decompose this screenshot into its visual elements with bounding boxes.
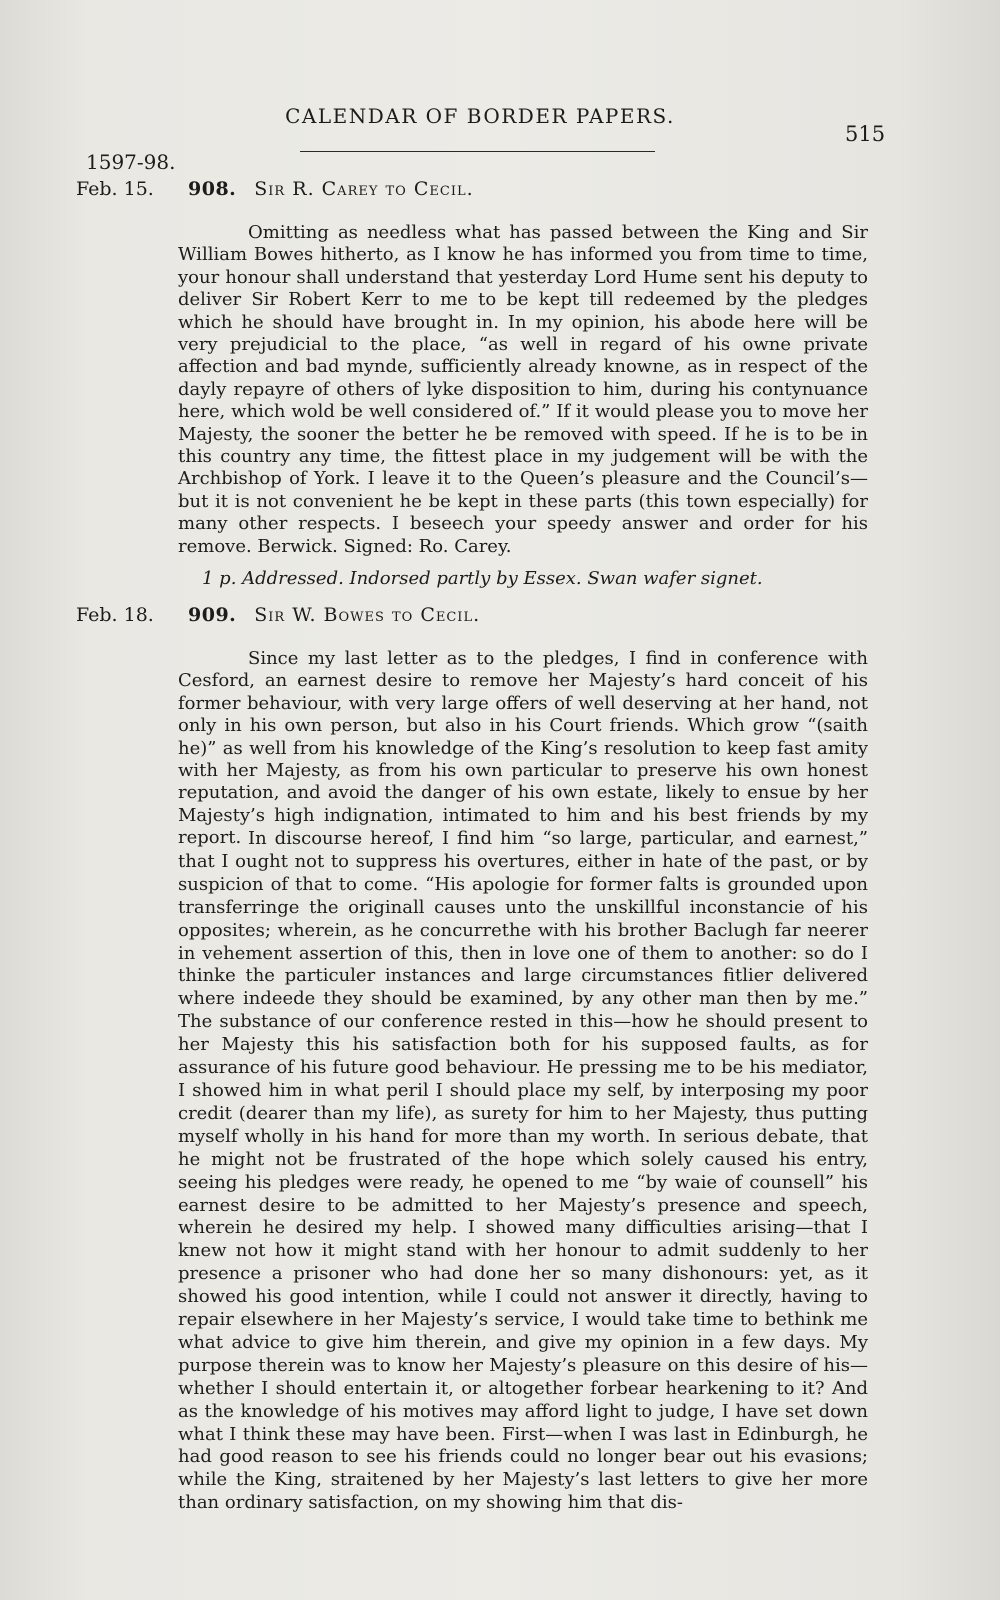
- entry-title: Sir R. Carey to Cecil.: [254, 178, 474, 200]
- entry-number: 909.: [188, 604, 237, 626]
- letter-paragraph: In discourse hereof, I find him “so large, particular, and earnest,” that I ought not to suppress his overtures, either in hate of the past, or by suspicion of that to come. “His apologie for former falts is grounded upon transferringe the originall causes unto the unskillful inconstancie of his opposites; wherein, as he concurrethe with his brother Baclugh far neerer in vehement assertion of this, then in love one of them to another: so do I thinke the particuler instances and large circumstances fitlier delivered where indeede they should be examined, by any other man then by me.” The substance of our conference rested in this—how he should present to her Majesty this his satisfaction both for his supposed faults, as for assurance of his future good behaviour. He pressing me to be his mediator, I showed him in what peril I should place my self, by interposing my poor credit (dearer than my life), as surety for him to her Majesty, thus putting myself wholly in his hand for more than my worth. In serious debate, that he might not be frustrated of the hope which solely caused his entry, seeing his pledges were ready, he opened to me “by waie of counsell” his earnest desire to be admitted to her Majesty’s presence and speech, wherein he desired my help. I showed many difficulties arising—that I knew not how it might stand with her honour to admit suddenly to her presence a prisoner who had done her so many dishonours: yet, as it showed his good intention, while I could not answer it directly, having to repair elsewhere in her Majesty’s service, I would take time to bethink me what advice to give him therein, and give my opinion in a few days. My purpose therein was to know her Majesty’s pleasure on this desire of his—whether I should entertain it, or altogether forbear hearkening to it? And as the knowledge of his motives may afford light to judge, I have set down what I think these may have been. First—when I was last in Edinburgh, he had good reason to see his friends could no longer bear out his evasions; while the King, straitened by her Majesty’s last letters to give her more than ordinary satisfaction, on my showing him that dis-: [178, 828, 868, 1514]
- running-title: CALENDAR OF BORDER PAPERS.: [285, 104, 675, 128]
- letter-paragraph: Omitting as needless what has passed between the King and Sir William Bowes hitherto, as I know he has informed you from time to time, your honour shall understand that yesterday Lord Hume sent his deputy to deliver Sir Robert Kerr to me to be kept till redeemed by the pledges which he should have brought in. In my opinion, his abode here will be very prejudicial to the place, “as well in regard of his owne private affection and bad mynde, sufficiently already knowne, as in respect of the dayly repayre of others of lyke disposition to him, during his contynuance here, which wold be well considered of.” If it would please you to move her Majesty, the sooner the better he be removed with speed. If he is to be in this country any time, the fittest place in my judgement will be with the Archbishop of York. I leave it to the Queen’s pleasure and the Council’s—but it is not convenient he be kept in these parts (this town especially) for many other respects. I beseech your speedy answer and order for his remove. Berwick. Signed: Ro. Carey.: [178, 222, 868, 557]
- endorsement-note: 1 p. Addressed. Indorsed partly by Essex. Swan wafer signet.: [202, 568, 763, 589]
- year-label: 1597-98.: [86, 150, 176, 174]
- entry-heading: [188, 178, 474, 200]
- page-number: 515: [845, 122, 886, 146]
- entry-heading: [188, 604, 480, 626]
- entry-number: 908.: [188, 178, 237, 200]
- header-rule: [300, 151, 655, 152]
- entry-date: Feb. 15.: [76, 178, 154, 200]
- letter-paragraph: Since my last letter as to the pledges, I find in conference with Cesford, an earnest desire to remove her Majesty’s hard conceit of his former behaviour, with very large offers of well deserving at her hand, not only in his own person, but also in his Court friends. Which grow “(saith he)” as well from his knowledge of the King’s resolution to keep fast amity with her Majesty, as from his own particular to preserve his own honest reputation, and avoid the danger of his own estate, likely to ensue by her Majesty’s high indignation, intimated to him and his best friends by my report.: [178, 648, 868, 849]
- entry-title: Sir W. Bowes to Cecil.: [254, 604, 481, 626]
- entry-date: Feb. 18.: [76, 604, 154, 626]
